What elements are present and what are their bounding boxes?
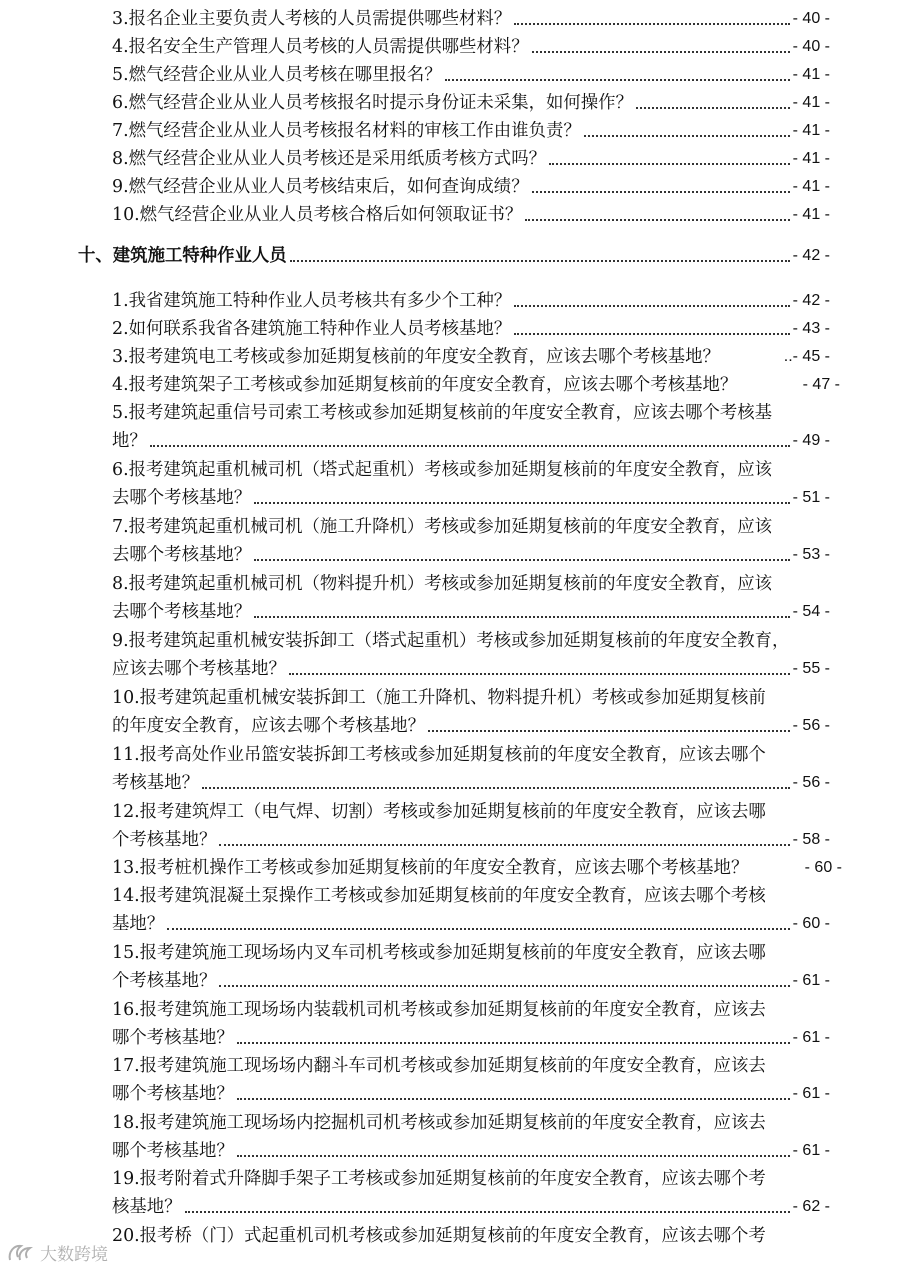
toc-entry-text: 8.报考建筑起重机械司机（物料提升机）考核或参加延期复核前的年度安全教育，应该 (112, 574, 773, 594)
toc-page-number: - 60 - (804, 859, 842, 876)
dot-leader (636, 107, 790, 109)
dot-leader (237, 1155, 790, 1157)
toc-entry-text-continued: 地？ (112, 431, 147, 451)
dot-leader (167, 928, 789, 930)
toc-entry[interactable] (112, 61, 830, 89)
toc-entry[interactable] (112, 598, 830, 626)
toc-entry-text: 5.报考建筑起重信号司索工考核或参加延期复核前的年度安全教育，应该去哪个考核基 (112, 403, 773, 423)
toc-entry[interactable] (112, 315, 830, 343)
toc-page-number: - 58 - (792, 831, 830, 848)
dot-leader (219, 844, 789, 846)
toc-page-number: - 62 - (792, 1198, 830, 1215)
toc-entry-text: 10.燃气经营企业从业人员考核合格后如何领取证书？ (112, 205, 523, 225)
dot-leader (584, 135, 790, 137)
toc-page-number: ..- 45 - (783, 348, 830, 365)
toc-page-number: - 61 - (792, 1085, 830, 1102)
toc-entry-text-continued: 哪个考核基地？ (112, 1028, 234, 1048)
toc-entry[interactable] (112, 145, 830, 173)
dot-leader (532, 51, 790, 53)
dot-leader (150, 445, 790, 447)
dot-leader (202, 787, 790, 789)
toc-entry[interactable] (112, 1193, 830, 1221)
toc-page-number: - 43 - (792, 320, 830, 337)
dot-leader (514, 23, 789, 25)
dot-leader (514, 305, 789, 307)
toc-page-number: - 41 - (792, 206, 830, 223)
toc-page-number: - 42 - (792, 247, 830, 264)
toc-entry-text-continued: 核基地？ (112, 1197, 182, 1217)
toc-page-number: - 54 - (792, 603, 830, 620)
dot-leader (525, 219, 789, 221)
toc-page-number: - 47 - (802, 376, 840, 393)
toc-entry[interactable] (112, 712, 830, 740)
toc-page-number: - 56 - (792, 717, 830, 734)
toc-entry[interactable] (112, 826, 830, 854)
toc-entry-text: 17.报考建筑施工现场场内翻斗车司机考核或参加延期复核前的年度安全教育，应该去 (112, 1056, 766, 1076)
toc-entry-text-continued: 个考核基地？ (112, 971, 217, 991)
toc-entry-text[interactable]: 20.报考桥（门）式起重机司机考核或参加延期复核前的年度安全教育，应该去哪个考 (112, 1226, 766, 1246)
toc-entry-text: 3.报名企业主要负责人考核的人员需提供哪些材料？ (112, 9, 512, 29)
toc-entry-text-continued: 哪个考核基地？ (112, 1141, 234, 1161)
toc-entry[interactable] (112, 173, 830, 201)
toc-entry[interactable] (112, 117, 830, 145)
toc-page-number: - 41 - (792, 94, 830, 111)
toc-entry[interactable] (112, 655, 830, 683)
toc-entry-text: 9.燃气经营企业从业人员考核结束后，如何查询成绩？ (112, 177, 529, 197)
toc-page-number: - 40 - (792, 38, 830, 55)
dot-leader (254, 502, 790, 504)
toc-entry[interactable] (112, 201, 830, 229)
toc-page-number: - 51 - (792, 489, 830, 506)
toc-entry[interactable] (112, 5, 830, 33)
toc-entry-text: 15.报考建筑施工现场场内叉车司机考核或参加延期复核前的年度安全教育，应该去哪 (112, 943, 766, 963)
toc-entry-text: 11.报考高处作业吊篮安装拆卸工考核或参加延期复核前的年度安全教育，应该去哪个 (112, 745, 766, 765)
toc-page-number: - 41 - (792, 66, 830, 83)
toc-entry-text: 18.报考建筑施工现场场内挖掘机司机考核或参加延期复核前的年度安全教育，应该去 (112, 1113, 766, 1133)
toc-entry[interactable] (112, 1080, 830, 1108)
dot-leader (290, 260, 790, 262)
toc-entry-text: 6.报考建筑起重机械司机（塔式起重机）考核或参加延期复核前的年度安全教育，应该 (112, 460, 773, 480)
dot-leader (549, 163, 790, 165)
toc-entry[interactable] (112, 343, 830, 371)
dot-leader (254, 616, 790, 618)
toc-page-number: - 42 - (792, 292, 830, 309)
toc-entry-text: 5.燃气经营企业从业人员考核在哪里报名？ (112, 65, 442, 85)
toc-entry[interactable] (112, 910, 830, 938)
watermark-text: 大数跨境 (40, 1245, 108, 1265)
toc-entry-text: 19.报考附着式升降脚手架子工考核或参加延期复核前的年度安全教育，应该去哪个考 (112, 1169, 766, 1189)
toc-entry[interactable] (112, 371, 840, 399)
toc-entry-text: 10.报考建筑起重机械安装拆卸工（施工升降机、物料提升机）考核或参加延期复核前 (112, 688, 766, 708)
toc-entry-text: 16.报考建筑施工现场场内装载机司机考核或参加延期复核前的年度安全教育，应该去 (112, 1000, 766, 1020)
dot-leader (532, 191, 790, 193)
toc-entry-text: 7.报考建筑起重机械司机（施工升降机）考核或参加延期复核前的年度安全教育，应该 (112, 517, 773, 537)
toc-page-number: - 40 - (792, 10, 830, 27)
dot-leader (289, 673, 790, 675)
dot-leader (219, 985, 789, 987)
toc-entry-text-continued: 基地？ (112, 914, 165, 934)
toc-entry[interactable] (112, 1024, 830, 1052)
toc-page-number: - 41 - (792, 122, 830, 139)
toc-section-heading[interactable] (78, 242, 830, 270)
toc-page-number: - 53 - (792, 546, 830, 563)
dot-leader (445, 79, 790, 81)
dot-leader (237, 1042, 790, 1044)
toc-page-number: - 49 - (792, 432, 830, 449)
toc-entry[interactable] (112, 967, 830, 995)
toc-entry-text-continued: 的年度安全教育，应该去哪个考核基地？ (112, 716, 426, 736)
toc-page-number: - 55 - (792, 660, 830, 677)
toc-entry-text-continued: 去哪个考核基地？ (112, 488, 252, 508)
toc-entry-text: 1.我省建筑施工特种作业人员考核共有多少个工种？ (112, 291, 512, 311)
toc-entry[interactable] (112, 287, 830, 315)
toc-entry[interactable] (112, 484, 830, 512)
toc-entry-text: 4.报考建筑架子工考核或参加延期复核前的年度安全教育，应该去哪个考核基地？ (112, 375, 738, 395)
toc-entry-text: 3.报考建筑电工考核或参加延期复核前的年度安全教育，应该去哪个考核基地？ (112, 347, 720, 367)
toc-page-number: - 60 - (792, 915, 830, 932)
toc-page-number: - 61 - (792, 972, 830, 989)
dot-leader (185, 1211, 790, 1213)
toc-entry-text-continued: 个考核基地？ (112, 830, 217, 850)
brand-logo-icon (6, 1242, 36, 1264)
toc-entry-text-continued: 应该去哪个考核基地？ (112, 659, 286, 679)
toc-entry[interactable] (112, 769, 830, 797)
dot-leader (514, 333, 789, 335)
toc-entry-text-continued: 去哪个考核基地？ (112, 545, 252, 565)
toc-page-number: - 41 - (792, 150, 830, 167)
toc-entry-text: 4.报名安全生产管理人员考核的人员需提供哪些材料？ (112, 37, 529, 57)
toc-entry-text-continued: 考核基地？ (112, 773, 199, 793)
toc-entry[interactable] (112, 854, 842, 882)
toc-entry-text: 7.燃气经营企业从业人员考核报名材料的审核工作由谁负责？ (112, 121, 581, 141)
toc-entry-text-continued: 去哪个考核基地？ (112, 602, 252, 622)
toc-entry-text-continued: 哪个考核基地？ (112, 1084, 234, 1104)
toc-entry-text: 2.如何联系我省各建筑施工特种作业人员考核基地？ (112, 319, 512, 339)
dot-leader (428, 730, 790, 732)
toc-entry[interactable] (112, 33, 830, 61)
toc-page-number: - 41 - (792, 178, 830, 195)
toc-entry[interactable] (112, 427, 830, 455)
toc-entry-text: 12.报考建筑焊工（电气焊、切割）考核或参加延期复核前的年度安全教育，应该去哪 (112, 802, 766, 822)
toc-entry-text: 6.燃气经营企业从业人员考核报名时提示身份证未采集，如何操作？ (112, 93, 633, 113)
toc-entry[interactable] (112, 1137, 830, 1165)
toc-entry-text: 8.燃气经营企业从业人员考核还是采用纸质考核方式吗？ (112, 149, 546, 169)
watermark (6, 1240, 108, 1265)
toc-page-number: - 61 - (792, 1029, 830, 1046)
toc-entry-text: 9.报考建筑起重机械安装拆卸工（塔式起重机）考核或参加延期复核前的年度安全教育， (112, 631, 790, 651)
toc-page-number: - 61 - (792, 1142, 830, 1159)
section-title: 十、建筑施工特种作业人员 (78, 246, 287, 266)
dot-leader (237, 1098, 790, 1100)
toc-page-number: - 56 - (792, 774, 830, 791)
toc-entry-text: 13.报考桩机操作工考核或参加延期复核前的年度安全教育，应该去哪个考核基地？ (112, 858, 749, 878)
toc-entry[interactable] (112, 541, 830, 569)
toc-entry-text: 14.报考建筑混凝土泵操作工考核或参加延期复核前的年度安全教育，应该去哪个考核 (112, 886, 766, 906)
dot-leader (254, 559, 790, 561)
toc-entry[interactable] (112, 89, 830, 117)
